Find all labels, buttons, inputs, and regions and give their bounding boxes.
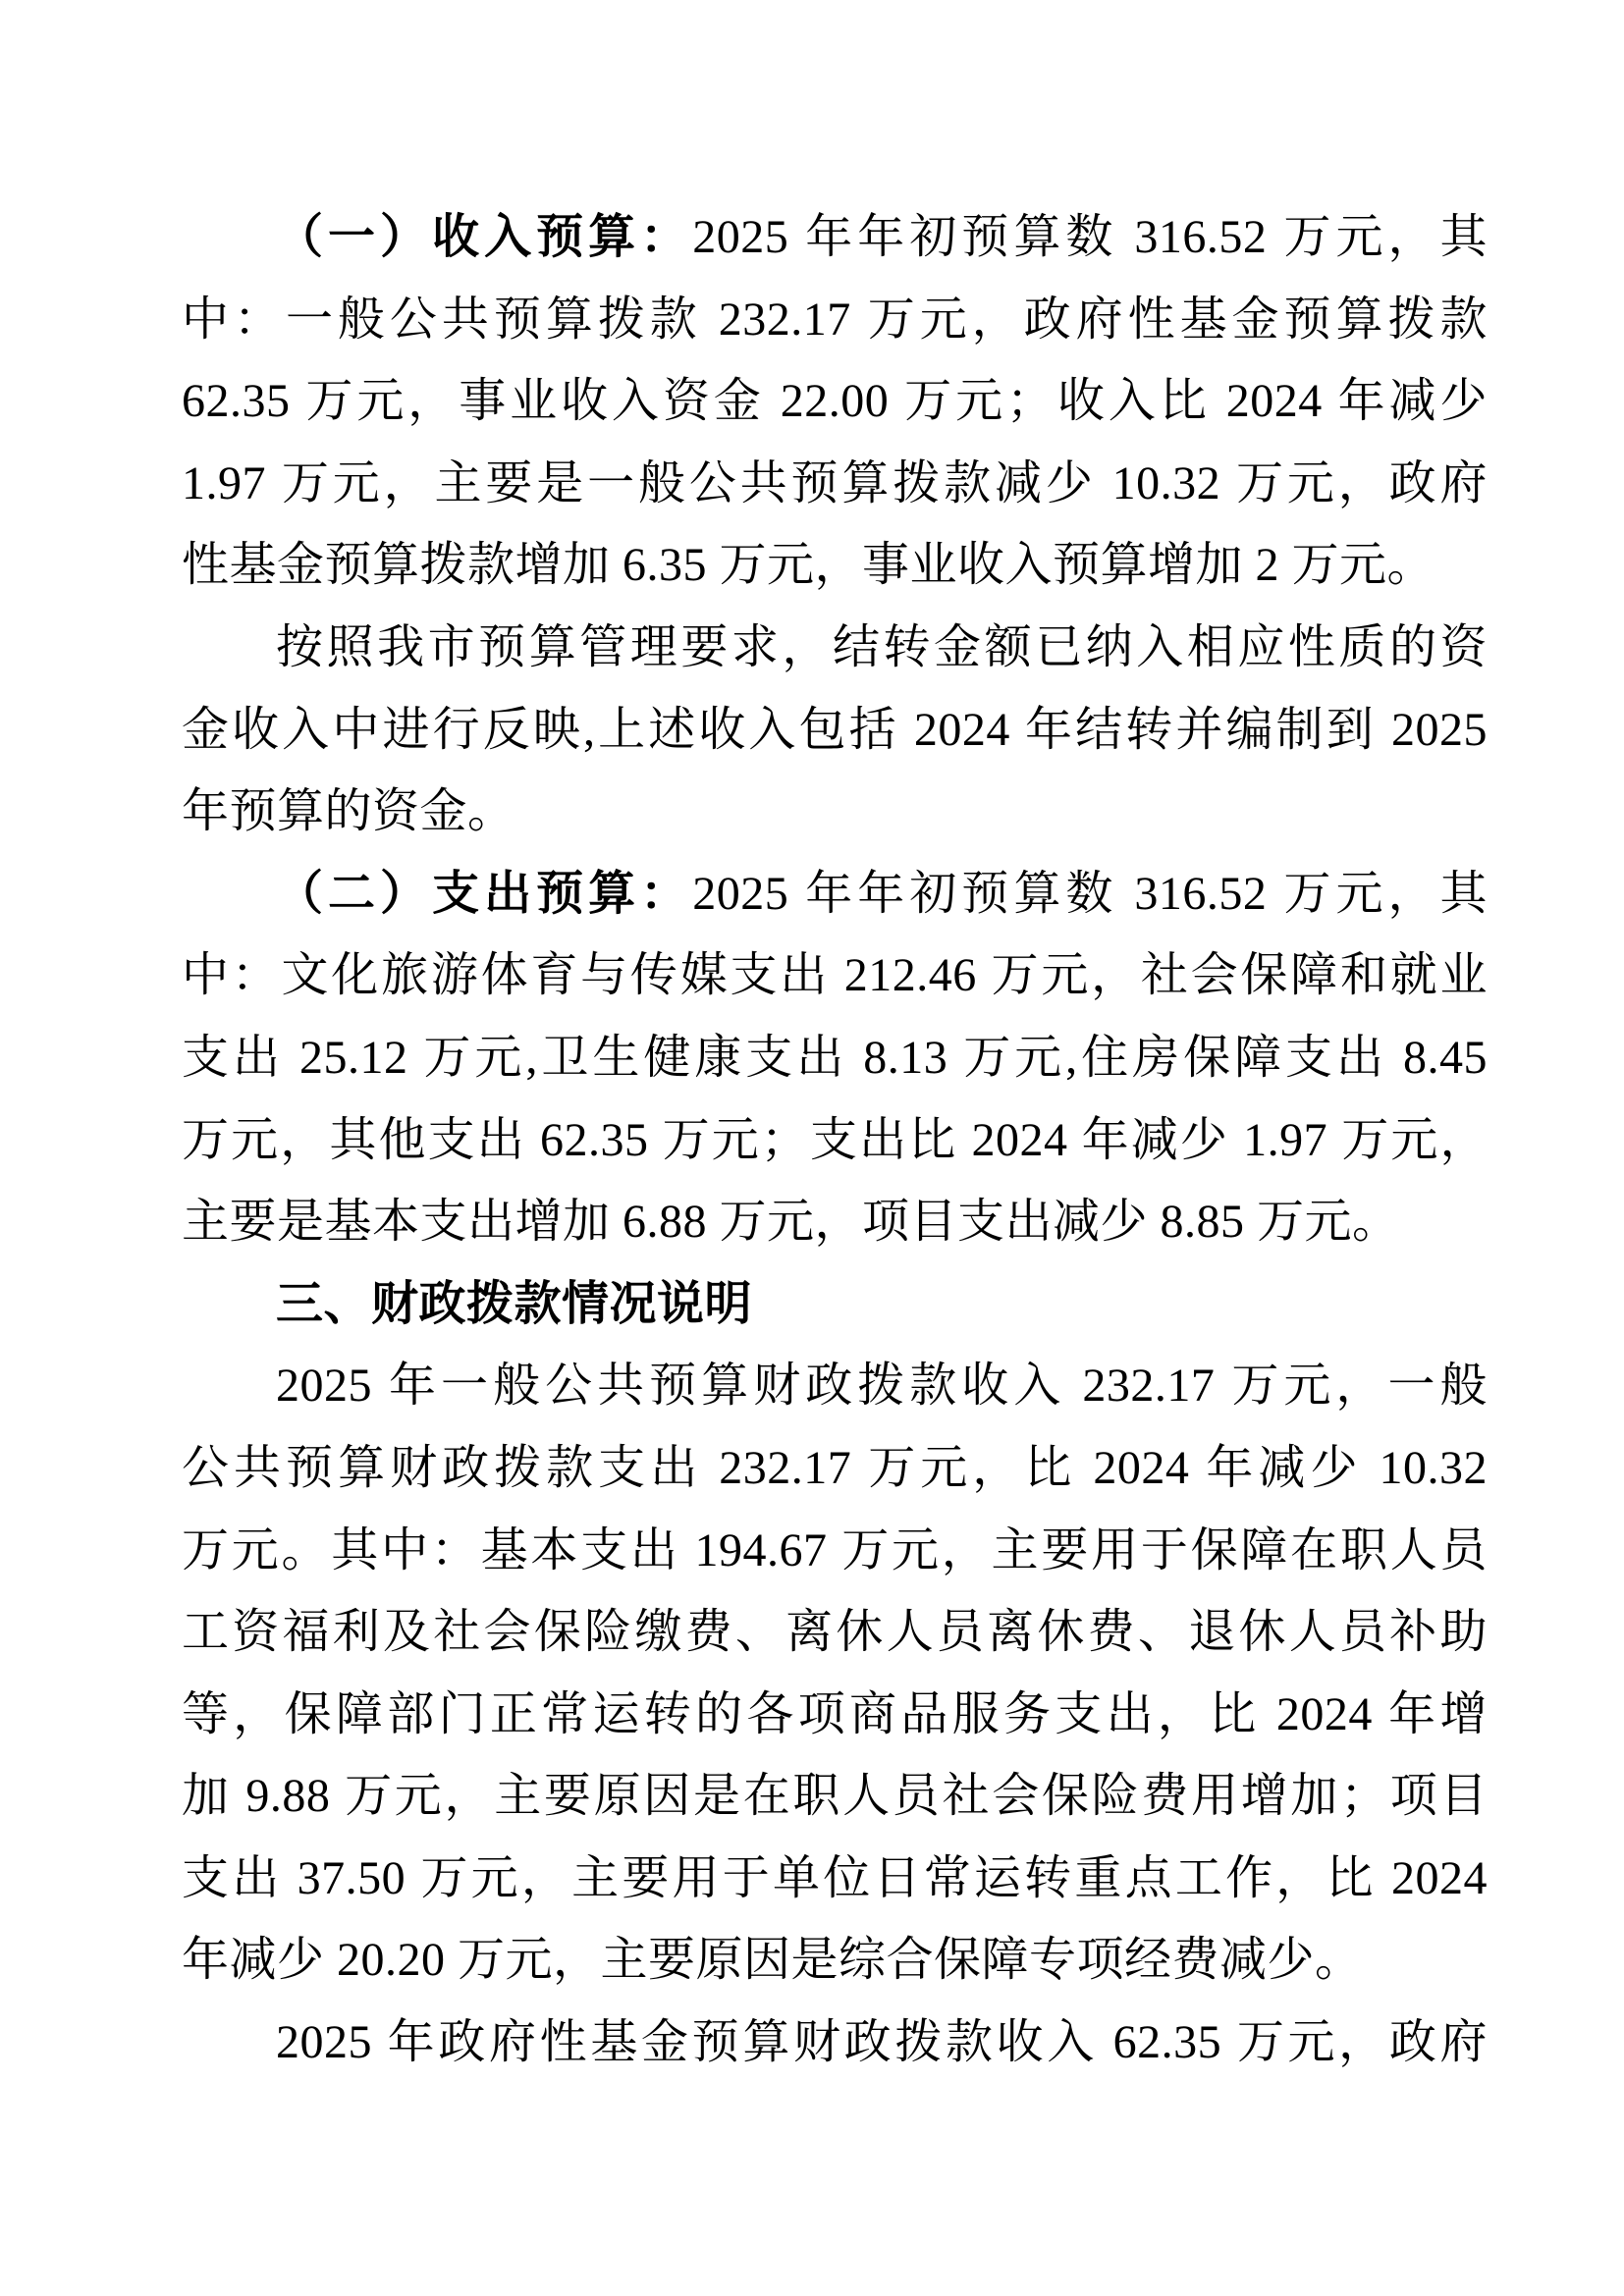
bold-run: 三、财政拨款情况说明	[276, 1277, 753, 1330]
text-run: 中：文化旅游体育与传媒支出 212.46 万元，社会保障和就业	[182, 949, 1488, 1002]
text-line	[182, 524, 1488, 607]
text-line	[182, 689, 1488, 772]
text-run: 2025 年一般公共预算财政拨款收入 232.17 万元，一般	[276, 1360, 1488, 1413]
text-run: 支出 37.50 万元，主要用于单位日常运转重点工作，比 2024	[182, 1851, 1488, 1904]
text-line	[182, 360, 1488, 443]
text-line	[182, 1099, 1488, 1182]
text-line	[182, 607, 1488, 689]
text-line	[182, 196, 1488, 279]
text-line	[182, 1591, 1488, 1674]
text-run: 年预算的资金。	[182, 785, 515, 838]
paragraph	[182, 1345, 1488, 2002]
text-line	[182, 934, 1488, 1017]
section-heading	[182, 1263, 1488, 1346]
text-line	[182, 2002, 1488, 2084]
text-run: 金收入中进行反映,上述收入包括 2024 年结转并编制到 2025	[182, 703, 1488, 756]
text-run: 工资福利及社会保险缴费、离休人员离休费、退休人员补助	[182, 1606, 1488, 1659]
text-line	[182, 1510, 1488, 1592]
text-run: 公共预算财政拨款支出 232.17 万元，比 2024 年减少 10.32	[182, 1441, 1488, 1494]
text-run: 2025 年年初预算数 316.52 万元，其	[692, 211, 1488, 263]
text-line	[182, 1838, 1488, 1920]
text-line	[182, 1017, 1488, 1099]
text-line	[182, 1919, 1488, 2002]
text-line	[182, 1674, 1488, 1756]
text-run: 年减少 20.20 万元，主要原因是综合保障专项经费减少。	[182, 1934, 1363, 1987]
text-run: 中：一般公共预算拨款 232.17 万元，政府性基金预算拨款	[182, 293, 1488, 346]
text-line	[182, 1181, 1488, 1263]
text-line	[182, 1427, 1488, 1510]
text-run: 万元，其他支出 62.35 万元；支出比 2024 年减少 1.97 万元，	[182, 1113, 1488, 1166]
bold-run: （二）支出预算：	[276, 867, 693, 920]
text-line	[182, 853, 1488, 935]
paragraph	[182, 196, 1488, 607]
text-line	[182, 279, 1488, 361]
text-run: 主要是基本支出增加 6.88 万元，项目支出减少 8.85 万元。	[182, 1196, 1400, 1249]
text-line	[182, 771, 1488, 853]
paragraph	[182, 2002, 1488, 2084]
text-run: 按照我市预算管理要求，结转金额已纳入相应性质的资	[276, 620, 1488, 673]
text-run: 2025 年年初预算数 316.52 万元，其	[692, 867, 1488, 920]
text-run: 支出 25.12 万元,卫生健康支出 8.13 万元,住房保障支出 8.45	[182, 1031, 1488, 1084]
text-line	[182, 1345, 1488, 1427]
bold-run: （一）收入预算：	[276, 211, 693, 263]
text-run: 万元。其中：基本支出 194.67 万元，主要用于保障在职人员	[182, 1523, 1488, 1576]
paragraph	[182, 607, 1488, 853]
section-heading-block	[182, 1263, 1488, 1346]
text-line	[182, 443, 1488, 525]
text-run: 62.35 万元，事业收入资金 22.00 万元；收入比 2024 年减少	[182, 375, 1488, 428]
text-body	[182, 196, 1488, 2084]
text-run: 等，保障部门正常运转的各项商品服务支出，比 2024 年增	[182, 1687, 1488, 1740]
text-line	[182, 1755, 1488, 1838]
text-run: 加 9.88 万元，主要原因是在职人员社会保险费用增加；项目	[182, 1770, 1488, 1823]
text-run: 1.97 万元，主要是一般公共预算拨款减少 10.32 万元，政府	[182, 456, 1488, 509]
paragraph	[182, 853, 1488, 1263]
text-run: 2025 年政府性基金预算财政拨款收入 62.35 万元，政府	[276, 2016, 1488, 2069]
text-run: 性基金预算拨款增加 6.35 万元，事业收入预算增加 2 万元。	[182, 539, 1435, 592]
